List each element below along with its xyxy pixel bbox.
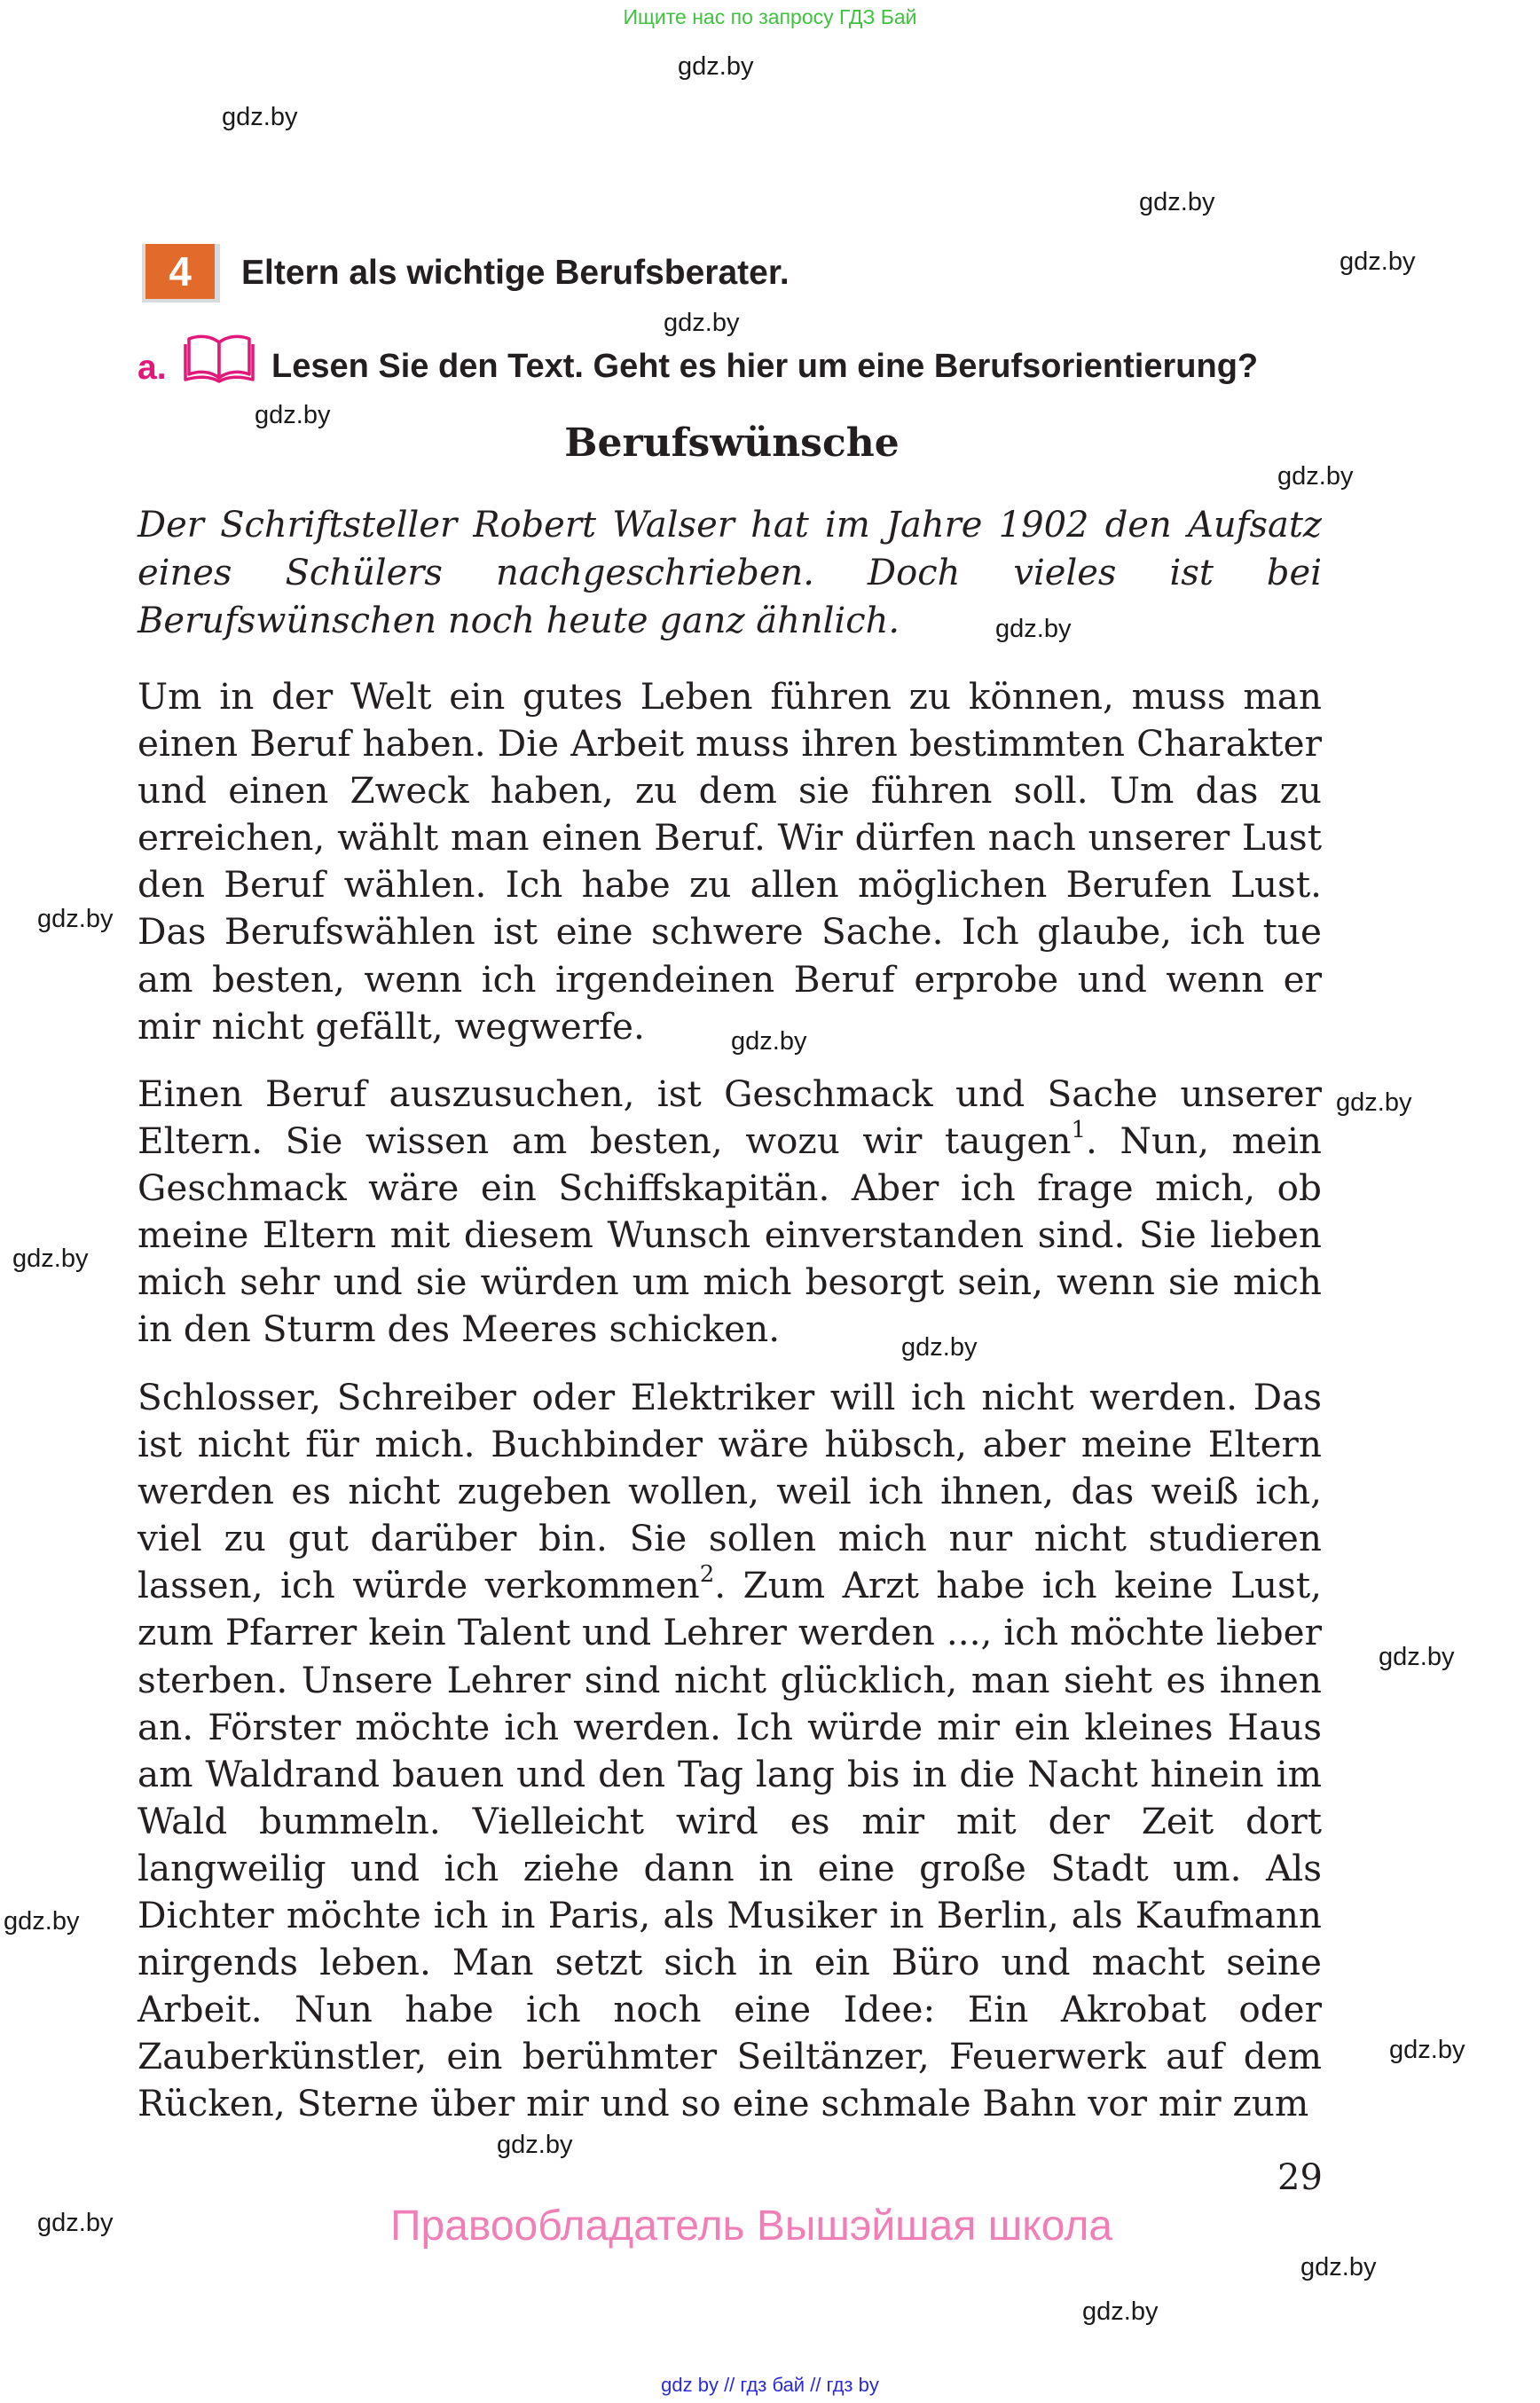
paragraph-3-part-a: Schlosser, Schreiber oder Elektriker will ich nicht werden. Das ist nicht für mich. Buchbinder wäre hübsch, aber meine Eltern werden es nicht zugeben wollen, weil ich ihnen, das weiß ich, viel zu gut darüber bin. Sie sollen mich nur nicht studieren lassen, ich würde verkommen (138, 1376, 1322, 1607)
watermark: gdz.by (12, 1245, 89, 1273)
watermark: gdz.by (664, 309, 740, 337)
watermark: gdz.by (901, 1333, 978, 1362)
watermark: gdz.by (255, 401, 331, 429)
task-number: 4 (145, 244, 215, 299)
watermark: gdz.by (731, 1027, 807, 1056)
watermark: gdz.by (678, 52, 754, 81)
footnote-ref-1: 1 (1071, 1116, 1087, 1143)
story-intro: Der Schriftsteller Robert Walser hat im Jahre 1902 den Aufsatz eines Schülers nachgeschrieben. Doch vieles ist bei Berufswünschen noch heute ganz ähnlich. (138, 505, 1322, 641)
footer-links: gdz by // гдз бай // гдз by (661, 2374, 879, 2396)
paragraph-2 (138, 1071, 1322, 1354)
watermark: gdz.by (1336, 1088, 1412, 1117)
subtask-letter: a. (138, 349, 167, 387)
watermark: gdz.by (995, 615, 1072, 643)
paragraph-3 (138, 1374, 1322, 2128)
rights-holder: Правообладатель Вышэйшая школа (390, 2203, 1113, 2250)
watermark: gdz.by (1300, 2253, 1377, 2281)
watermark: gdz.by (1139, 188, 1215, 216)
story-title: Berufswünsche (564, 420, 900, 466)
footnote-ref-2: 2 (699, 1560, 715, 1588)
watermark: gdz.by (1082, 2297, 1159, 2326)
page-number: 29 (1277, 2157, 1323, 2198)
watermark: gdz.by (1389, 2036, 1465, 2064)
watermark: gdz.by (497, 2131, 573, 2159)
task-title: Eltern als wichtige Berufsberater. (241, 254, 790, 292)
watermark: gdz.by (1379, 1643, 1455, 1671)
task-number-badge (142, 244, 220, 302)
watermark: gdz.by (1277, 462, 1354, 491)
paragraph-1: Um in der Welt ein gutes Leben führen zu können, muss man einen Beruf haben. Die Arbeit muss ihren bestimmten Charakter und einen Zweck haben, zu dem sie führen soll. Um das zu erreichen, wählt man einen Beruf. Wir dürfen nach unserer Lust den Beruf wählen. Ich habe zu allen möglichen Berufen Lust. Das Berufswählen ist eine schwere Sache. Ich glaube, ich tue am besten, wenn ich irgendeinen Beruf erprobe und wenn er mir nicht gefällt, wegwerfe. (138, 675, 1322, 1048)
subtask-instruction: Lesen Sie den Text. Geht es hier um eine Berufsorientierung? (271, 348, 1259, 385)
watermark: gdz.by (1340, 247, 1416, 276)
watermark: gdz.by (4, 1907, 80, 1936)
paragraph-2-part-b: . Nun, mein Geschmack wäre ein Schiffskapitän. Aber ich frage mich, ob meine Eltern mit diesem Wunsch einverstanden sind. Sie lieben mich sehr und sie würden um mich besorgt sein, wenn sie mich in den Sturm des Meeres schicken. (138, 1119, 1322, 1351)
paragraph-2-part-a: Einen Beruf auszusuchen, ist Geschmack und Sache unserer Eltern. Sie wissen am besten, wozu wir taugen (138, 1072, 1322, 1163)
paragraph-3-part-b: . Zum Arzt habe ich keine Lust, zum Pfarrer kein Talent und Lehrer werden ..., ich möchte lieber sterben. Unsere Lehrer sind nicht glücklich, man sieht es ihnen an. Förster möchte ich werden. Ich würde mir ein kleines Haus am Waldrand bauen und den Tag lang bis in die Nacht hinein im Wald bummeln. Vielleicht wird es mir mit der Zeit dort langweilig und ich ziehe dann in eine große Stadt um. Als Dichter möchte ich in Paris, als Musiker in Berlin, als Kaufmann nirgends leben. Man setzt sich in ein Büro und macht seine Arbeit. Nun habe ich noch eine Idee: Ein Akrobat oder Zauberkünstler, ein berühmter Seiltänzer, Feuerwerk auf dem Rücken, Sterne über mir und so eine schmale Bahn vor mir zum (138, 1564, 1322, 2125)
watermark: gdz.by (37, 2209, 114, 2237)
watermark: gdz.by (222, 103, 298, 131)
book-icon (184, 330, 255, 385)
top-banner: Ищите нас по запросу ГДЗ Бай (623, 5, 917, 28)
watermark: gdz.by (37, 905, 114, 933)
